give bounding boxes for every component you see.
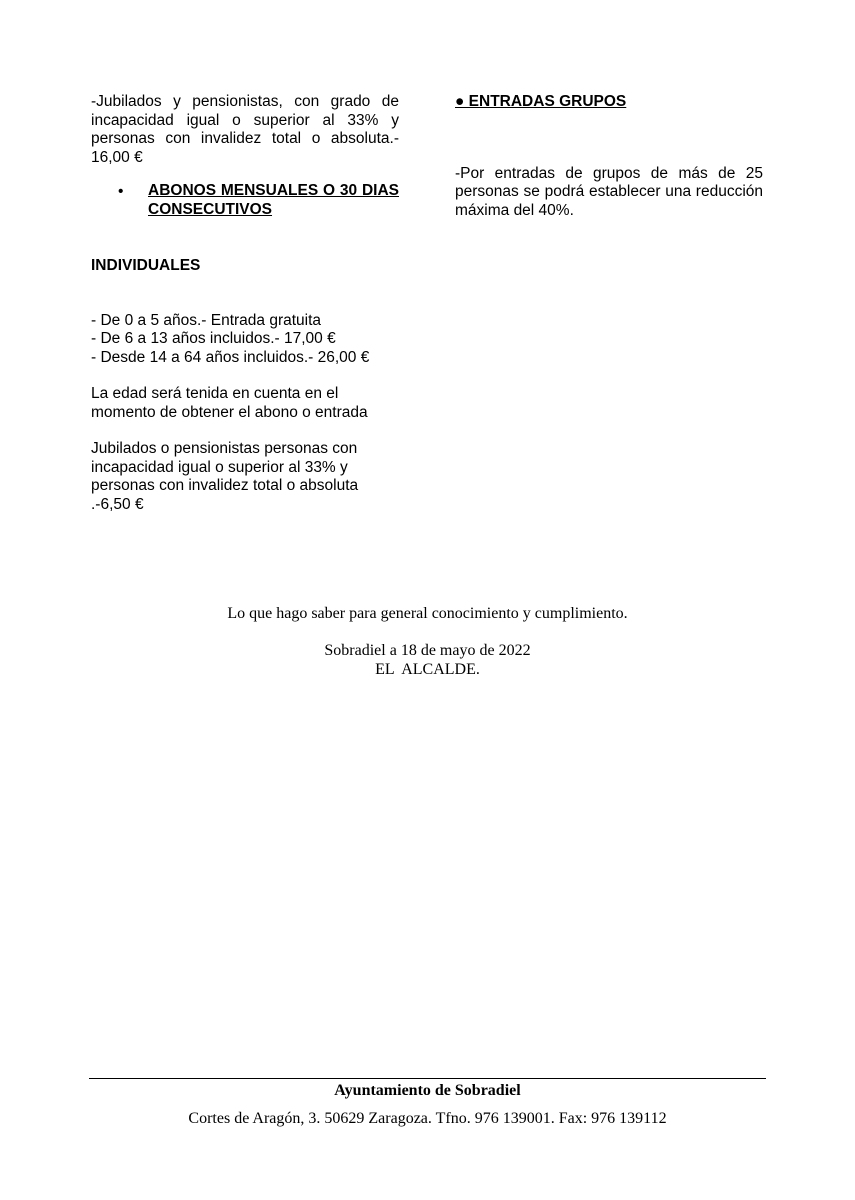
abonos-heading: ABONOS MENSUALES O 30 DIAS CONSECUTIVOS [148,182,399,218]
signatory: EL ALCALDE. [375,661,480,678]
closing-statement: Lo que hago saber para general conocimiento y cumplimiento. [227,605,628,622]
right-column [455,93,763,220]
entradas-grupos-heading: ● ENTRADAS GRUPOS [455,93,627,110]
place-date: Sobradiel a 18 de mayo de 2022 [324,642,531,659]
footer-organization: Ayuntamiento de Sobradiel [334,1082,521,1099]
price-line: - De 0 a 5 años.- Entrada gratuita [91,311,322,329]
pension-note-line: Jubilados o pensionistas personas con [91,440,358,457]
individuales-heading: INDIVIDUALES [91,257,201,274]
pension-note [91,440,399,514]
price-line: - Desde 14 a 64 años incluidos.- 26,00 € [91,348,370,366]
pension-note-line: personas con invalidez total o absoluta [91,477,359,494]
age-note-line: momento de obtener el abono o entrada [91,403,368,421]
price-line: - De 6 a 13 años incluidos.- 17,00 € [91,330,336,347]
pension-note-line: incapacidad igual o superior al 33% y [91,458,348,476]
intro-paragraph: -Jubilados y pensionistas, con grado de incapacidad igual o superior al 33% y personas con invalidez total o absoluta.- 16,00 € [91,93,399,166]
pension-note-line: .-6,50 € [91,495,144,513]
abonos-section [91,182,399,219]
grupos-paragraph: -Por entradas de grupos de más de 25 personas se podrá establecer una reducción máxima del 40%. [455,164,763,219]
footer-contact: Cortes de Aragón, 3. 50629 Zaragoza. Tfno. 976 139001. Fax: 976 139112 [188,1110,667,1127]
bullet-icon: • [118,183,124,200]
left-column [91,93,399,514]
age-note [91,385,399,422]
price-list [91,312,399,368]
age-note-line: La edad será tenida en cuenta en el [91,385,339,402]
footer-divider [89,1078,766,1079]
